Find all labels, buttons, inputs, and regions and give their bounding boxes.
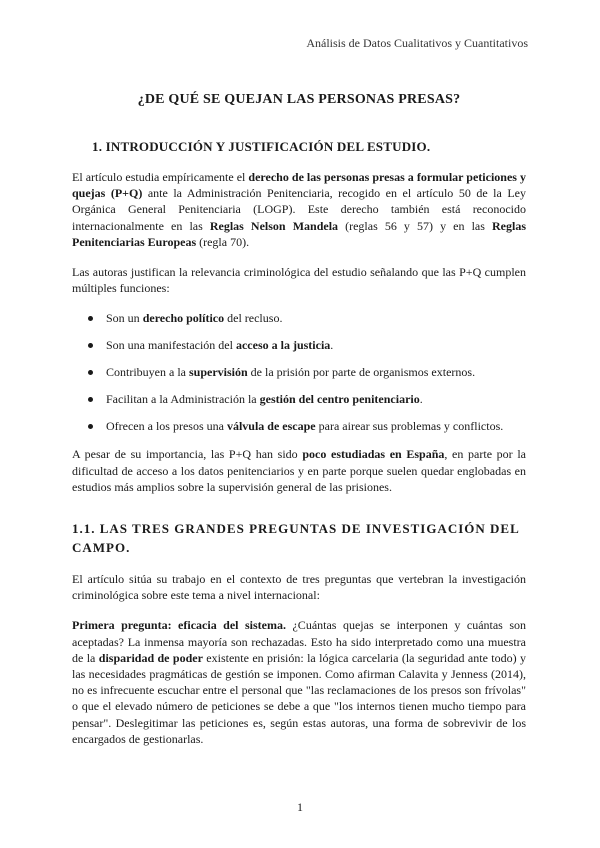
paragraph-first-question: Primera pregunta: eficacia del sistema. ¿Cuántas quejas se interponen y cuántas son aceptadas? La inmensa mayoría son rechazadas. Esto ha sido interpretado como una muestra de la disparidad de poder existente en prisión: la lógica carcelaria (la seguridad ante todo) y las necesidades pragmáticas de gestión se imponen. Como afirman Calavita y Jenness (2014), no es infrecuente escuchar entre el personal que "las reclamaciones de los presos son frívolas" o que el elevado número de peticiones se debe a que "los internos tienen mucho tiempo para pensar". Deslegitimar las peticiones es, según estas autoras, una forma de sobrevivir de los encargados de gestionarlas. <box>72 618 527 746</box>
paragraph-intro: El artículo estudia empíricamente el derecho de las personas presas a formular peticiones y quejas (P+Q) ante la Administración Penitenciaria, recogido en el artículo 50 de la Ley Orgánica General Penitenciaria (LOGP). Este derecho también está reconocido internacionalmente en las Reglas Nelson Mandela (reglas 56 y 57) y en las Reglas Penitenciarias Europeas (regla 70). <box>72 170 526 249</box>
list-item: Son una manifestación del acceso a la justicia. <box>72 337 526 353</box>
paragraph-scarcity: A pesar de su importancia, las P+Q han sido poco estudiadas en España, en parte por la dificultad de acceso a los datos penitenciarios y en parte porque suelen quedar englobadas en estudios más amplios sobre la supervisión general de las prisiones. <box>72 447 526 494</box>
paragraph-relevance: Las autoras justifican la relevancia criminológica del estudio señalando que las P+Q cumplen múltiples funciones: <box>72 265 526 296</box>
section-heading-preguntas: 1.1. LAS TRES GRANDES PREGUNTAS DE INVESTIGACIÓN DEL CAMPO. <box>72 521 520 556</box>
list-item: Son un derecho político del recluso. <box>72 310 526 326</box>
functions-list <box>72 310 526 434</box>
page-number: 1 <box>297 800 303 814</box>
bullet-icon <box>88 397 93 402</box>
page-body <box>72 92 526 747</box>
list-item: Contribuyen a la supervisión de la prisión por parte de organismos externos. <box>72 364 526 380</box>
running-header: Análisis de Datos Cualitativos y Cuantitativos <box>306 36 528 50</box>
list-item: Facilitan a la Administración la gestión del centro penitenciario. <box>72 391 526 407</box>
bullet-icon <box>88 316 93 321</box>
bullet-icon <box>88 424 93 429</box>
document-title: ¿DE QUÉ SE QUEJAN LAS PERSONAS PRESAS? <box>137 92 461 107</box>
list-item: Ofrecen a los presos una válvula de escape para airear sus problemas y conflictos. <box>72 418 526 434</box>
paragraph-context: El artículo sitúa su trabajo en el contexto de tres preguntas que vertebran la investigación criminológica sobre este tema a nivel internacional: <box>72 572 526 603</box>
bullet-icon <box>88 370 93 375</box>
section-heading-introduccion: 1. INTRODUCCIÓN Y JUSTIFICACIÓN DEL ESTUDIO. <box>92 139 431 154</box>
bullet-icon <box>88 343 93 348</box>
